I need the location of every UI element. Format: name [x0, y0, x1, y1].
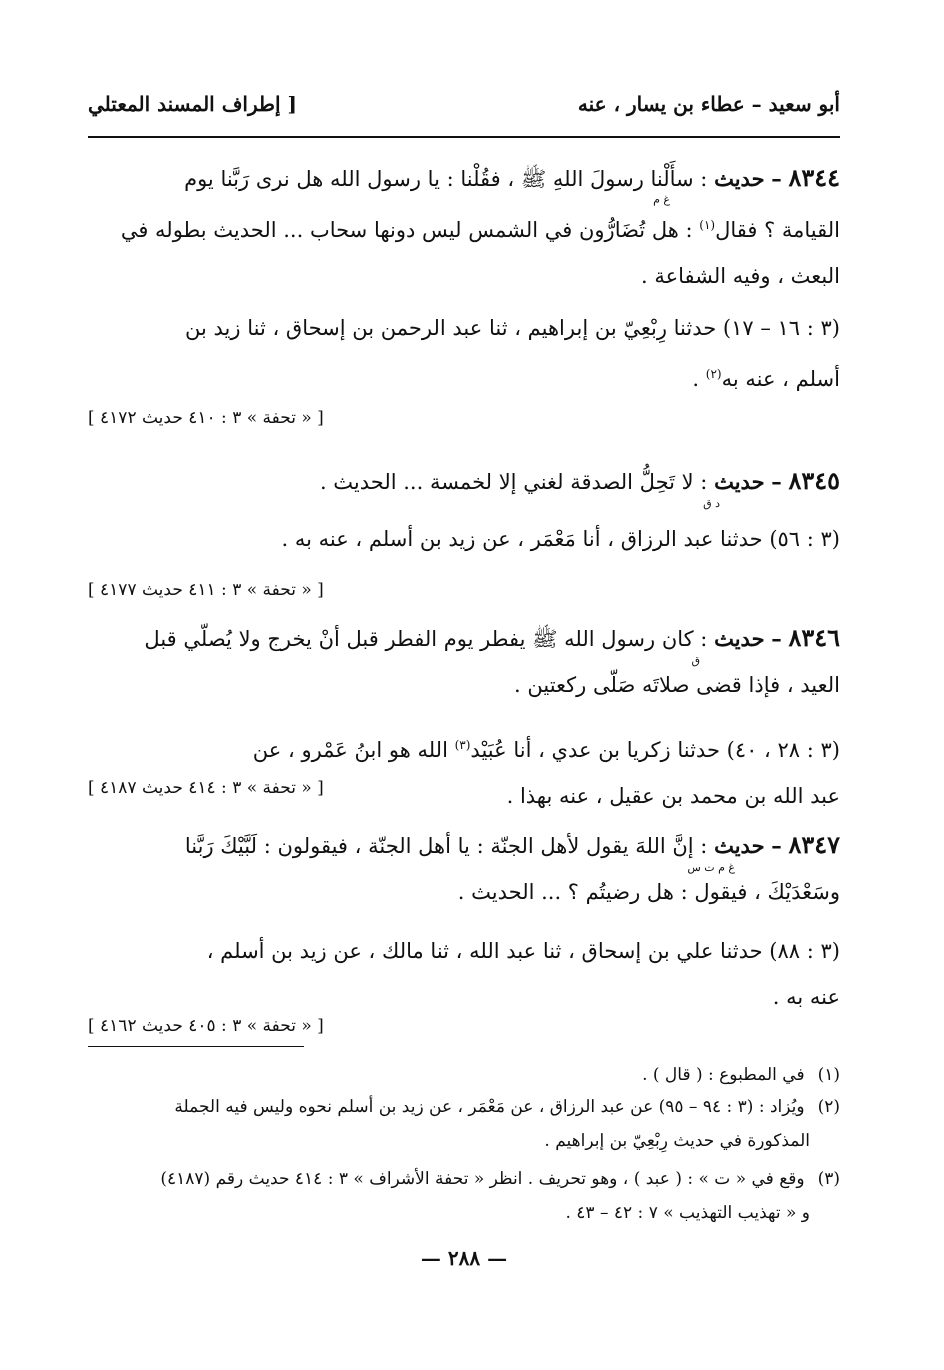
hadith-number: ٨٣٤٦	[788, 623, 840, 652]
hadith-8346-isnad	[88, 722, 840, 819]
hadith-text: العيد ، فإذا قضى صلاتَه صَلّى ركعتين .	[514, 673, 840, 697]
tuhfa-reference: [ « تحفة » ٣ : ٤٠٥ حديث ٤١٦٢ ]	[88, 1016, 324, 1036]
isnad-text: (٣ : ٨٨) حدثنا علي بن إسحاق ، ثنا عبد الله ، ثنا مالك ، عن زيد بن أسلم ،	[206, 939, 840, 963]
hadith-text: : هل تُضَارُّون في الشمس ليس دونها سحاب ... الحديث بطوله في	[120, 218, 693, 242]
hadith-8344-isnad	[88, 305, 840, 402]
hadith-text: القيامة ؟ فقال	[715, 218, 840, 242]
source-sigla: د ق	[703, 497, 720, 510]
source-sigla: غ م ت س	[687, 861, 735, 874]
isnad-text: عبد الله بن محمد بن عقيل ، عنه بهذا .	[506, 784, 840, 808]
footnote-item	[88, 1058, 840, 1092]
footnote-text: في المطبوع : ( قال ) .	[642, 1065, 805, 1085]
footnote-item	[88, 1162, 840, 1230]
isnad-text: أسلم ، عنه به	[721, 367, 840, 391]
document-page	[88, 0, 840, 1370]
hadith-8345-text	[88, 458, 840, 510]
hadith-number: ٨٣٤٤	[788, 163, 840, 192]
source-sigla: غ م	[653, 193, 670, 206]
hadith-number: ٨٣٤٥	[788, 466, 840, 495]
hadith-text: : سأَلْنا رسولَ اللهِ ﷺ ، فقُلْنا : يا رسول الله هل نرى رَبَّنا يوم	[184, 167, 708, 191]
footnote-ref: (٣)	[454, 738, 471, 752]
header-book-title: [ إطراف المسند المعتلي	[88, 92, 297, 116]
hadith-dash: –	[771, 469, 782, 494]
isnad-end: .	[692, 367, 700, 391]
page-number: — ٢٨٨ —	[420, 1246, 508, 1270]
footnote-text: ويُزاد : (٣ : ٩٤ – ٩٥) عن عبد الرزاق ، عن مَعْمَر ، عن زيد بن أسلم نحوه وليس فيه الجملة	[174, 1097, 805, 1117]
hadith-text: : إنَّ اللهَ يقول لأهل الجنّة : يا أهل الجنّة ، فيقولون : لَبَّيْكَ رَبَّنا	[184, 834, 708, 858]
footnote-rule	[88, 1046, 304, 1047]
header-rule	[88, 136, 840, 138]
tuhfa-reference: [ « تحفة » ٣ : ٤١٠ حديث ٤١٧٢ ]	[88, 408, 324, 428]
tuhfa-reference: [ « تحفة » ٣ : ٤١٤ حديث ٤١٨٧ ]	[88, 778, 324, 798]
hadith-label: حديث	[714, 626, 765, 651]
hadith-8347-isnad	[88, 928, 840, 1020]
isnad-text: (٣ : ١٦ – ١٧) حدثنا رِبْعِيّ بن إبراهيم ، ثنا عبد الرحمن بن إسحاق ، ثنا زيد بن	[185, 316, 840, 340]
hadith-8344-text	[88, 155, 840, 299]
hadith-text: : كان رسول الله ﷺ يفطر يوم الفطر قبل أنْ يخرج ولا يُصلّي قبل	[144, 627, 708, 651]
footnote-number: (٢)	[817, 1097, 840, 1117]
hadith-label: حديث	[714, 833, 765, 858]
footnote-number: (٣)	[817, 1169, 840, 1189]
source-sigla: ق	[691, 654, 700, 667]
tuhfa-reference: [ « تحفة » ٣ : ٤١١ حديث ٤١٧٧ ]	[88, 580, 324, 600]
footnote-ref: (١)	[699, 218, 716, 232]
isnad-text: عنه به .	[772, 985, 840, 1009]
footnote-text: وقع في « ت » : ( عبد ) ، وهو تحريف . انظر « تحفة الأشراف » ٣ : ٤١٤ حديث رقم (٤١٨٧)	[160, 1169, 805, 1189]
hadith-8345-isnad	[88, 516, 840, 562]
hadith-text: : لا تَحِلُّ الصدقة لغني إلا لخمسة ... الحديث .	[319, 470, 708, 494]
hadith-label: حديث	[714, 469, 765, 494]
hadith-8347-text	[88, 822, 840, 915]
hadith-text: البعث ، وفيه الشفاعة .	[640, 264, 840, 288]
hadith-dash: –	[771, 626, 782, 651]
footnote-text-continued: و « تهذيب التهذيب » ٧ : ٤٢ – ٤٣ .	[565, 1203, 810, 1223]
footnote-number: (١)	[817, 1065, 840, 1085]
hadith-dash: –	[771, 833, 782, 858]
isnad-text: (٣ : ٥٦) حدثنا عبد الرزاق ، أنا مَعْمَر ، عن زيد بن أسلم ، عنه به .	[281, 527, 840, 551]
header-section-title: أبو سعيد – عطاء بن يسار ، عنه	[577, 92, 840, 116]
hadith-dash: –	[771, 166, 782, 191]
hadith-text: وسَعْدَيْكَ ، فيقول : هل رضيتُم ؟ ... الحديث .	[457, 880, 840, 904]
hadith-number: ٨٣٤٧	[788, 830, 840, 859]
hadith-label: حديث	[714, 166, 765, 191]
footnote-item	[88, 1090, 840, 1158]
isnad-text: الله هو ابنُ عَمْرو ، عن	[252, 738, 448, 762]
isnad-text: (٣ : ٢٨ ، ٤٠) حدثنا زكريا بن عدي ، أنا عُبَيْد	[470, 738, 840, 762]
footnote-text-continued: المذكورة في حديث رِبْعِيّ بن إبراهيم .	[544, 1131, 810, 1151]
footnote-ref: (٢)	[705, 367, 722, 381]
running-header	[88, 92, 840, 132]
hadith-8346-text	[88, 615, 840, 708]
